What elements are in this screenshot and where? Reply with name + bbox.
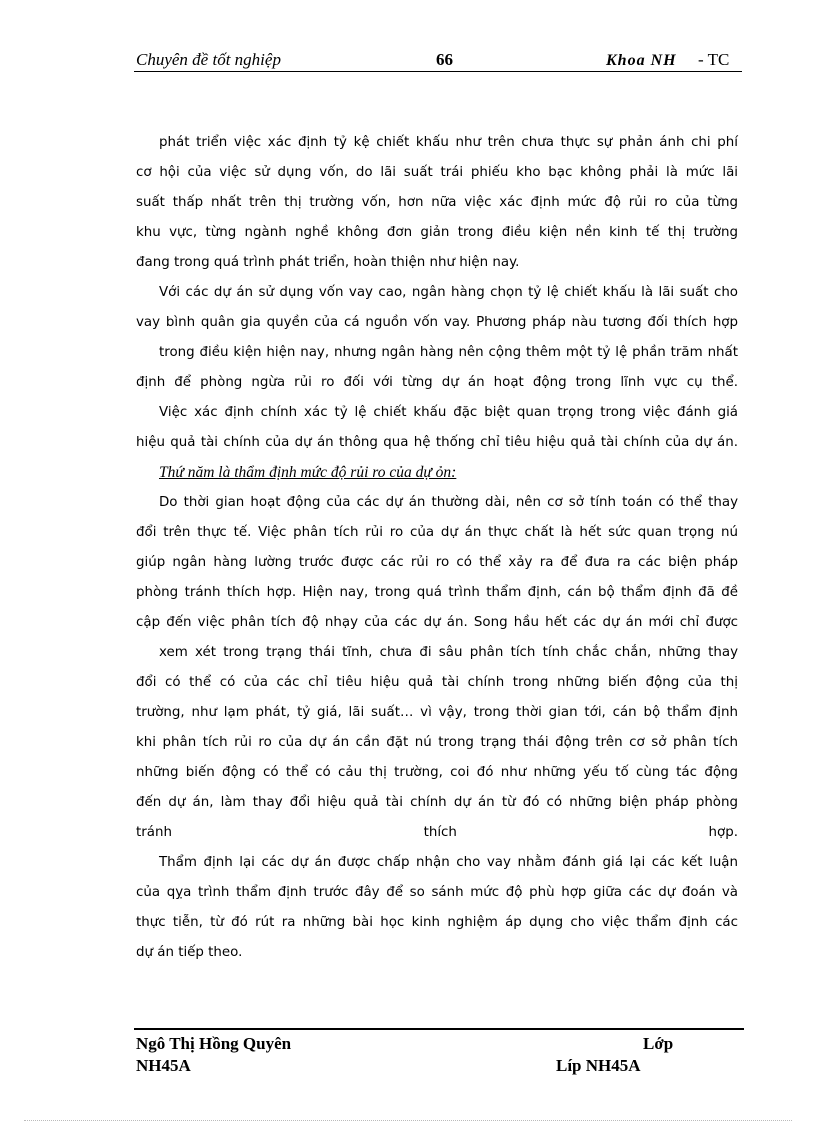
- body-text-line: trường, như lạm phát, tỷ giá, lãi suất… vì vậy, trong thời gian tới, cán bộ thẩm định: [136, 705, 738, 720]
- page-edge-divider: [24, 1120, 792, 1121]
- header-faculty-suffix: - TC: [698, 50, 730, 69]
- body-text-line: thực tiễn, từ đó rút ra những bài học kinh nghiệm áp dụng cho việc thẩm định các: [136, 915, 738, 930]
- body-text-line: đổi trên thực tế. Việc phân tích rủi ro của dự án thực chất là hết sức quan trọng nú: [136, 525, 738, 540]
- body-text-line: đổi có thể có của các chỉ tiêu hiệu quả tài chính trong những biến động của thị: [136, 675, 738, 690]
- footer-class-full: Líp NH45A: [556, 1056, 641, 1075]
- body-text-line: Với các dự án sử dụng vốn vay cao, ngân hàng chọn tỷ lệ chiết khấu là lãi suất cho: [159, 285, 738, 300]
- body-text-line: dự án tiếp theo.: [136, 945, 243, 960]
- page-number: 66: [436, 50, 453, 69]
- body-text-line: vay bình quân gia quyền của cá nguồn vốn vay. Phương pháp nàu tương đối thích hợp: [136, 315, 738, 330]
- body-text-line: cơ hội của việc sử dụng vốn, do lãi suất trái phiếu kho bạc không phải là mức lãi: [136, 165, 738, 180]
- body-text-line: suất thấp nhất trên thị trường vốn, hơn nữa việc xác định mức độ rủi ro của từng: [136, 195, 738, 210]
- footer-class-code: NH45A: [136, 1056, 191, 1075]
- body-text-line: tránh thích hợp.: [136, 825, 738, 840]
- body-text-line: của qỵa trình thẩm định trước đây để so sánh mức độ phù hợp giữa các dự đoán và: [136, 885, 738, 900]
- body-text-line: những biến động có thể có cảu thị trường, coi đó như những yếu tố cùng tác động: [136, 765, 738, 780]
- body-text-line: Việc xác định chính xác tỷ lệ chiết khấu đặc biệt quan trọng trong việc đánh giá: [159, 405, 738, 420]
- body-text-line: phòng tránh thích hợp. Hiện nay, trong quá trình thẩm định, cán bộ thẩm định đã đề: [136, 585, 738, 600]
- body-text-line: trong điều kiện hiện nay, nhưng ngân hàng nên cộng thêm một tỷ lệ phần trăm nhất: [159, 345, 738, 360]
- header-title: Chuyên đề tốt nghiệp: [136, 50, 281, 69]
- body-text-line: xem xét trong trạng thái tĩnh, chưa đi sâu phân tích tính chắc chắn, những thay: [159, 645, 738, 660]
- body-text-line: cập đến việc phân tích độ nhạy của các dự án. Song hầu hết các dự án mới chỉ được: [136, 615, 738, 630]
- body-text-line: đến dự án, làm thay đổi hiệu quả tài chính dự án từ đó có những biện pháp phòng: [136, 795, 738, 810]
- body-text-line: khi phân tích rủi ro của dự án cần đặt nú trong trạng thái động trên cơ sở phân tích: [136, 735, 738, 750]
- body-text-line: giúp ngân hàng lường trước được các rủi ro có thể xảy ra để đưa ra các biện pháp: [136, 555, 738, 570]
- document-body: [136, 128, 738, 968]
- body-text-line: Do thời gian hoạt động của các dự án thường dài, nên cơ sở tính toán có thể thay: [159, 495, 738, 510]
- footer-class-label: Lớp: [643, 1034, 674, 1053]
- header-faculty: Khoa NH: [606, 52, 677, 69]
- footer-author: Ngô Thị Hồng Quyên: [136, 1034, 292, 1053]
- body-text-line: định để phòng ngừa rủi ro đối với từng dự án hoạt động trong lĩnh vực cụ thể.: [136, 375, 738, 390]
- section-heading: Thứ năm là thẩm định mức độ rủi ro của dự ỏn:: [159, 464, 457, 481]
- body-text-line: đang trong quá trình phát triển, hoàn thiện như hiện nay.: [136, 255, 520, 270]
- body-text-line: hiệu quả tài chính của dự án thông qua hệ thống chỉ tiêu hiệu quả tài chính của dự án.: [136, 435, 738, 450]
- body-text-line: phát triển việc xác định tỷ kệ chiết khấu như trên chưa thực sự phản ánh chi phí: [159, 135, 738, 150]
- body-text-line: Thẩm định lại các dự án được chấp nhận cho vay nhằm đánh giá lại các kết luận: [159, 855, 738, 870]
- header-rule: [134, 71, 742, 72]
- footer-rule: [134, 1028, 744, 1030]
- body-text-line: khu vực, từng ngành nghề không đơn giản trong điều kiện nền kinh tế thị trường: [136, 225, 738, 240]
